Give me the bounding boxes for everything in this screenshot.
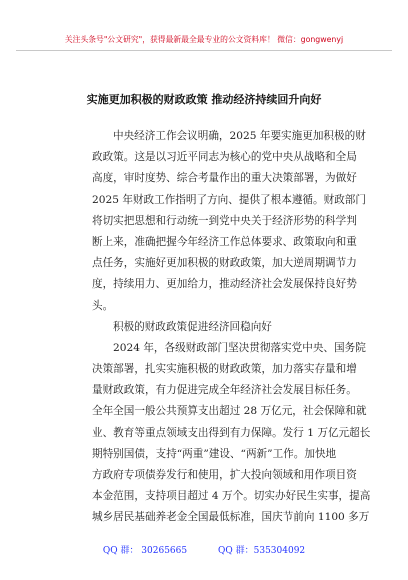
- body-line: 量财政政策，有力促进完成全年经济社会发展目标任务。: [92, 384, 357, 397]
- section-heading: 积极的财政政策促进经济回稳向好: [113, 320, 272, 333]
- page-footer: [0, 543, 408, 556]
- body-line: 决策部署，扎实实施积极的财政政策，加力落实存量和增: [92, 363, 357, 376]
- body-line: 度，持续用力、更加给力，推动经济社会发展保持良好势: [92, 278, 357, 291]
- body-line: 点任务，实施好更加积极的财政政策，加大逆周期调节力: [92, 257, 357, 270]
- body-line: 断上来，准确把握今年经济工作总体要求、政策取向和重: [92, 235, 357, 248]
- body-line: 政政策。这是以习近平同志为核心的党中央从战略和全局: [92, 151, 357, 164]
- page-header: [16, 10, 392, 51]
- body-line: 将切实把思想和行动统一到党中央关于经济形势的科学判: [92, 214, 357, 227]
- body-line: 中央经济工作会议明确，2025 年要实施更加积极的财: [113, 130, 366, 142]
- document-body: [92, 126, 371, 529]
- footer-qq-group-1: QQ 群： 30265665: [102, 546, 188, 556]
- body-line: 高度，审时度势、综合考量作出的重大决策部署，为做好: [92, 172, 357, 185]
- body-line: 头。: [92, 299, 114, 312]
- body-line: 城乡居民基础养老金全国最低标准，国庆节前向 1100 多万: [92, 511, 370, 524]
- body-line: 方政府专项债券发行和使用，扩大投向领域和用作项目资: [92, 469, 357, 481]
- footer-qq-group-2: QQ 群：535304092: [218, 546, 306, 556]
- document-title: 实施更加积极的财政政策 推动经济持续回升向好: [86, 93, 322, 106]
- body-line: 期特别国债，支持“两重”建设、“两新”工作。加快地: [92, 447, 337, 460]
- body-line: 2024 年，各级财政部门坚决贯彻落实党中央、国务院: [113, 341, 366, 354]
- body-line: 2025 年财政工作指明了方向、提供了根本遵循。财政部门: [92, 193, 366, 206]
- body-line: 全年全国一般公共预算支出超过 28 万亿元，社会保障和就: [92, 405, 367, 418]
- body-line: 业、教育等重点领域支出得到有力保障。发行 1 万亿元超长: [92, 426, 371, 439]
- header-notice: 关注头条号"公文研究"，获得最新最全最专业的公文资料库！ 微信：gongwenyj: [64, 35, 344, 44]
- body-line: 本金范围，支持项目超过 4 万个。切实办好民生实事，提高: [92, 490, 371, 503]
